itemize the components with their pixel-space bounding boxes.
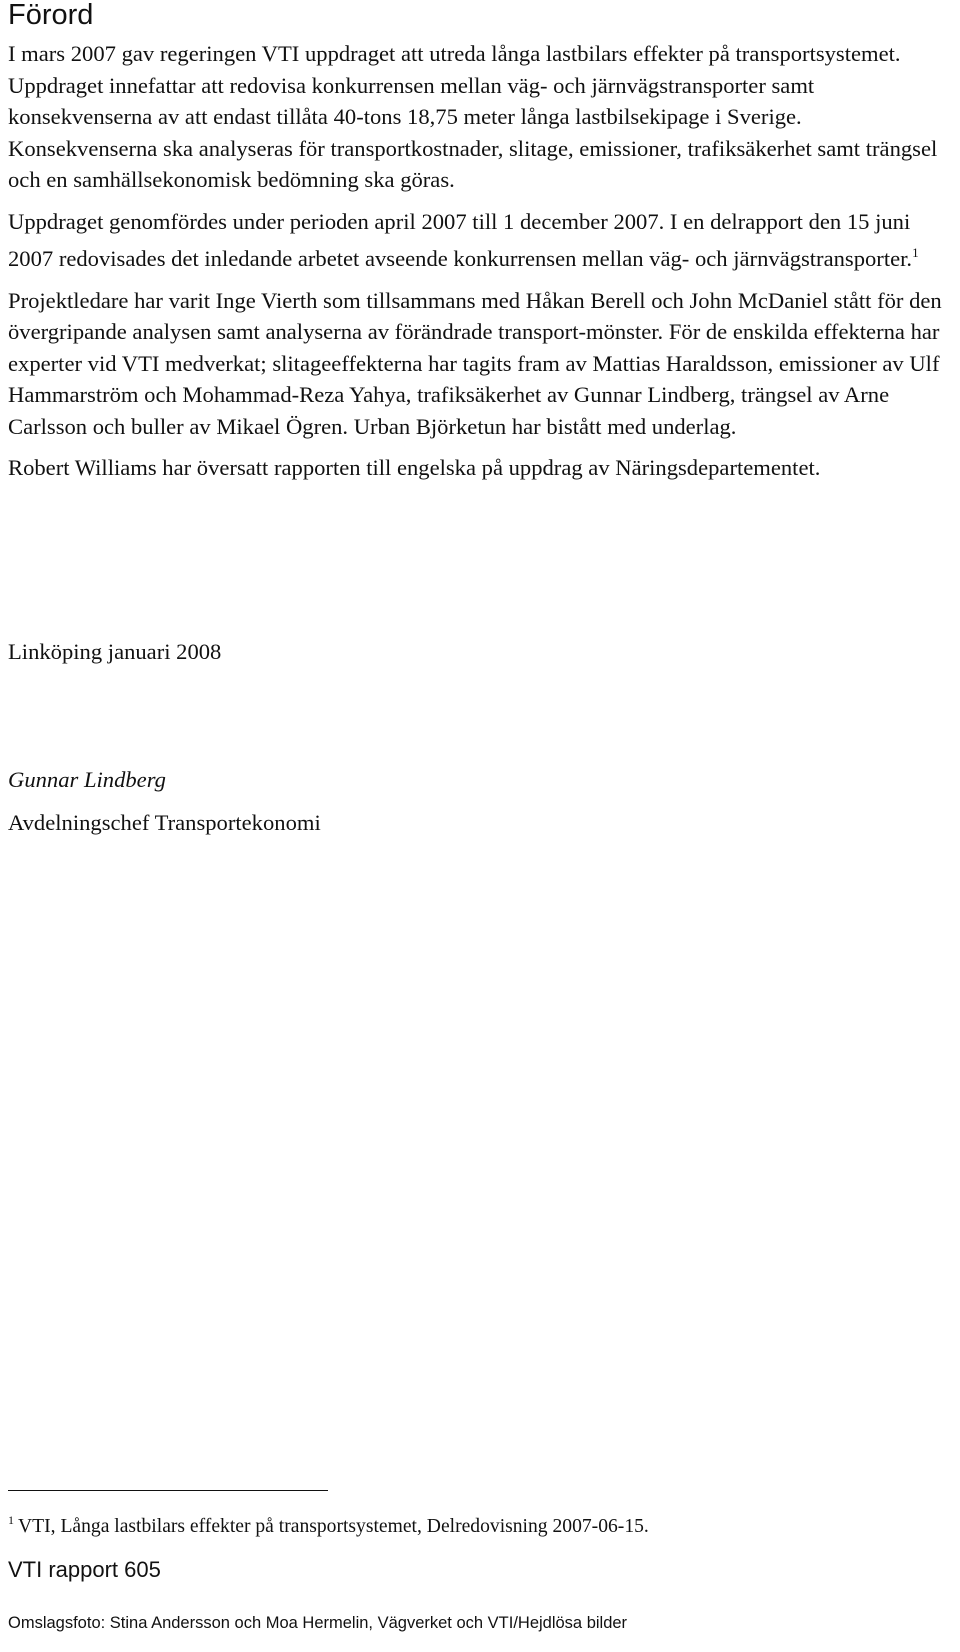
report-id: VTI rapport 605: [8, 1557, 161, 1582]
paragraph-translation: Robert Williams har översatt rapporten till engelska på uppdrag av Näringsdepartementet.: [8, 455, 821, 480]
signature-name: Gunnar Lindberg: [8, 767, 166, 792]
paragraph-project-team: Projektledare har varit Inge Vierth som tillsammans med Håkan Berell och John McDaniel stått för den övergripande analysen samt analyserna av förändrade transport-mönster. För de enskilda effekterna har experter vid VTI medverkat; slitageeffekterna har tagits fram av Mattias Haraldsson, emissioner av Ulf Hammarström och Mohammad-Reza Yahya, trafiksäkerhet av Gunnar Lindberg, trängsel av Arne Carlsson och buller av Mikael Ögren. Urban Björketun har bistått med underlag.: [8, 287, 942, 439]
preface-body: [8, 38, 948, 494]
page-title: Förord: [8, 0, 94, 31]
paragraph-period: [8, 206, 948, 275]
footnote-divider: [8, 1490, 328, 1491]
cover-photo-credit: Omslagsfoto: Stina Andersson och Moa Hermelin, Vägverket och VTI/Hejdlösa bilder: [8, 1614, 628, 1632]
signature-title: Avdelningschef Transportekonomi: [8, 810, 321, 835]
footnote: [8, 1506, 948, 1541]
footnote-mark: 1: [8, 1513, 14, 1527]
paragraph-period-text: Uppdraget genomfördes under perioden april 2007 till 1 december 2007. I en delrapport den 15 juni 2007 redovisades det inledande arbetet avseende konkurrensen mellan väg- och järnvägstransporter.: [8, 208, 913, 271]
footnote-reference: 1: [912, 245, 919, 260]
place-date: Linköping januari 2008: [8, 639, 222, 664]
paragraph-assignment: I mars 2007 gav regeringen VTI uppdraget att utreda långa lastbilars effekter på transportsystemet. Uppdraget innefattar att redovisa konkurrensen mellan väg- och järnvägstransporter samt konsekvenserna av att endast tillåta 40-tons 18,75 meter långa lastbilsekipage i Sverige. Konsekvenserna ska analyseras för transportkostnader, slitage, emissioner, trafiksäkerhet samt trängsel och en samhällsekonomisk bedömning ska göras.: [8, 41, 938, 192]
footnote-text: VTI, Långa lastbilars effekter på transportsystemet, Delredovisning 2007-06-15.: [18, 1516, 649, 1537]
